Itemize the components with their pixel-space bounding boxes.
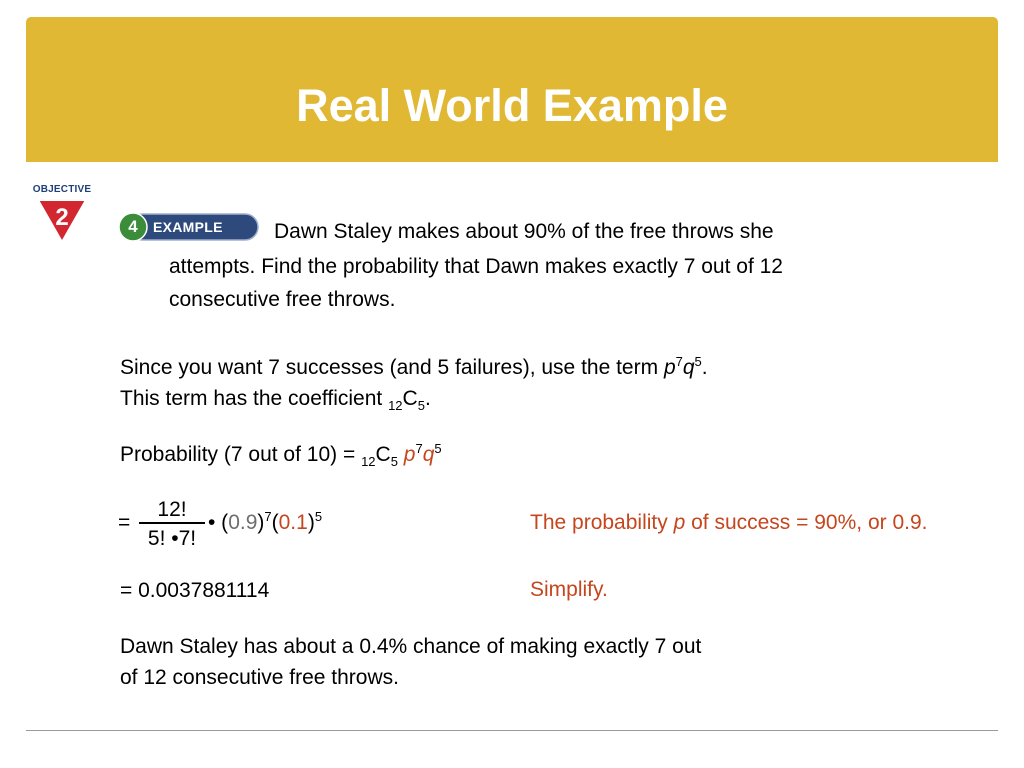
objective-marker	[26, 184, 98, 246]
equals-sign: =	[118, 511, 131, 534]
problem-line-1: Dawn Staley makes about 90% of the free throws she	[274, 220, 774, 243]
coefficient-text: This term has the coefficient	[120, 387, 389, 410]
term-p: p	[663, 356, 676, 379]
prob-coefficient-k: 5	[390, 454, 398, 469]
term-q-exponent: 5	[694, 354, 702, 369]
prob-term-p-exponent: 7	[415, 441, 423, 456]
problem-line-2: attempts. Find the probability that Dawn makes exactly 7 out of 12	[169, 255, 783, 278]
close-paren-2: )	[307, 511, 315, 534]
probability-label: Probability (7 out of 10) =	[120, 443, 362, 466]
note-suffix: of success = 90%, or 0.9.	[685, 511, 928, 534]
note-prefix: The probability	[530, 511, 674, 534]
exponent-2: 5	[314, 509, 323, 524]
example-label: EXAMPLE	[153, 219, 223, 235]
close-paren-1: )	[257, 511, 265, 534]
dot-open-paren: • (	[208, 511, 229, 534]
conclusion-line-1: Dawn Staley has about a 0.4% chance of making exactly 7 out	[120, 635, 702, 658]
step1-text: Since you want 7 successes (and 5 failures), use the term	[120, 356, 664, 379]
fraction-numerator: 12!	[157, 498, 187, 521]
coefficient-k: 5	[417, 398, 425, 413]
term-q: q	[682, 356, 695, 379]
q-value: 0.1	[278, 511, 308, 534]
objective-label: OBJECTIVE	[32, 184, 92, 195]
prob-term-q-exponent: 5	[434, 441, 442, 456]
fraction-denominator: 5! •7!	[147, 527, 197, 550]
step1-line-1	[120, 354, 708, 379]
fraction-bar	[139, 522, 205, 524]
prob-term-p: p	[403, 443, 416, 466]
prob-term-q: q	[422, 443, 435, 466]
example-number: 4	[128, 217, 138, 236]
step1-line2-period: .	[424, 387, 431, 410]
objective-triangle-icon	[36, 198, 88, 244]
footer-divider	[26, 730, 998, 731]
step1-line-2	[120, 387, 431, 413]
fraction	[137, 498, 207, 550]
term-p-exponent: 7	[675, 354, 683, 369]
problem-line-3: consecutive free throws.	[169, 288, 396, 311]
title-banner	[26, 17, 998, 162]
prob-coefficient-n: 12	[361, 454, 376, 469]
objective-number: 2	[55, 204, 69, 231]
substitution-expression	[208, 509, 323, 534]
open-paren-2: (	[271, 511, 279, 534]
result-value: = 0.0037881114	[120, 579, 270, 602]
simplify-note: Simplify.	[530, 578, 608, 601]
slide-title: Real World Example	[296, 80, 728, 131]
p-value: 0.9	[228, 511, 258, 534]
coefficient-c: C	[402, 387, 418, 410]
probability-note	[530, 512, 927, 533]
exponent-1: 7	[264, 509, 272, 524]
probability-expression	[120, 441, 442, 469]
example-badge	[118, 211, 260, 243]
conclusion-line-2: of 12 consecutive free throws.	[120, 666, 399, 689]
note-p: p	[673, 511, 686, 534]
coefficient-n: 12	[388, 398, 403, 413]
prob-coefficient-c: C	[375, 443, 391, 466]
step1-period: .	[701, 356, 708, 379]
